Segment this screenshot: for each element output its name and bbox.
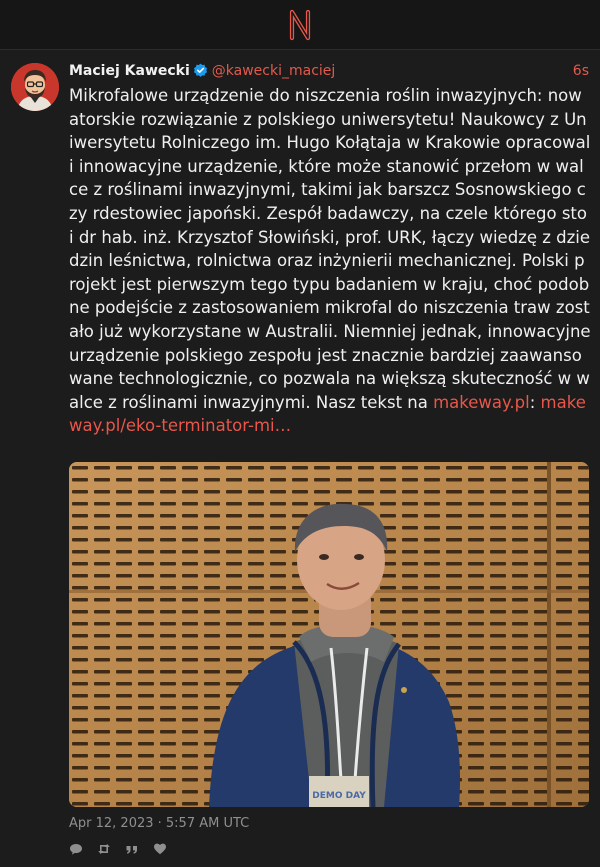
- reply-icon[interactable]: [69, 842, 83, 856]
- post-body: Mikrofalowe urządzenie do niszczenia roślin inwazyjnych: nowatorskie rozwiązanie z polskiego uniwersytetu! Naukowcy z Uniwersytetu Rolniczego im. Hugo Kołątaja w Krakowie opracowali innowacyjne urządzenie, które może stanowić przełom w walce z roślinami inwazyjnymi, takimi jak barszcz Sosnowskiego czy rdestowiec japoński. Zespół badawczy, na czele którego stoi dr hab. inż. Krzysztof Słowiński, prof. URK, łączy wiedzę z dziedzin leśnictwa, rolnictwa oraz inżynierii mechanicznej. Polski projekt jest pierwszym tego typu badaniem w kraju, choć podobne podejście z zastosowaniem mikrofal do niszczenia traw zostało już wykorzystane w Australii. Niemniej jednak, innowacyjne urządzenie polskiego zespołu jest znacznie bardziej zaawansowane technologicznie, co pozwala na większą skuteczność w walce z roślinami inwazyjnymi. Nasz tekst na: [69, 86, 591, 412]
- badge-text: DEMO DAY: [312, 791, 366, 801]
- author-name[interactable]: Maciej Kawecki: [69, 63, 190, 79]
- post-photo: [69, 462, 589, 807]
- post-header: [69, 60, 589, 82]
- link-makeway-domain[interactable]: makeway.pl: [433, 392, 530, 412]
- avatar-illustration: [11, 63, 59, 111]
- quote-icon[interactable]: [125, 842, 139, 856]
- verified-badge-icon: [193, 63, 208, 78]
- link-separator: :: [529, 392, 536, 412]
- post-date[interactable]: Apr 12, 2023 · 5:57 AM UTC: [69, 816, 250, 831]
- post-time[interactable]: 6s: [572, 63, 589, 79]
- author-handle[interactable]: @kawecki_maciej: [211, 63, 336, 79]
- retweet-icon[interactable]: [97, 842, 111, 856]
- post-actions: [69, 840, 167, 858]
- link-makeway-article[interactable]: makeway.pl/eko-terminator-mi…: [69, 392, 586, 436]
- post-text: [69, 84, 591, 438]
- top-bar: [0, 0, 600, 50]
- avatar[interactable]: [11, 63, 59, 111]
- n-logo[interactable]: [284, 9, 316, 41]
- post-image[interactable]: [69, 462, 589, 807]
- heart-icon[interactable]: [153, 842, 167, 856]
